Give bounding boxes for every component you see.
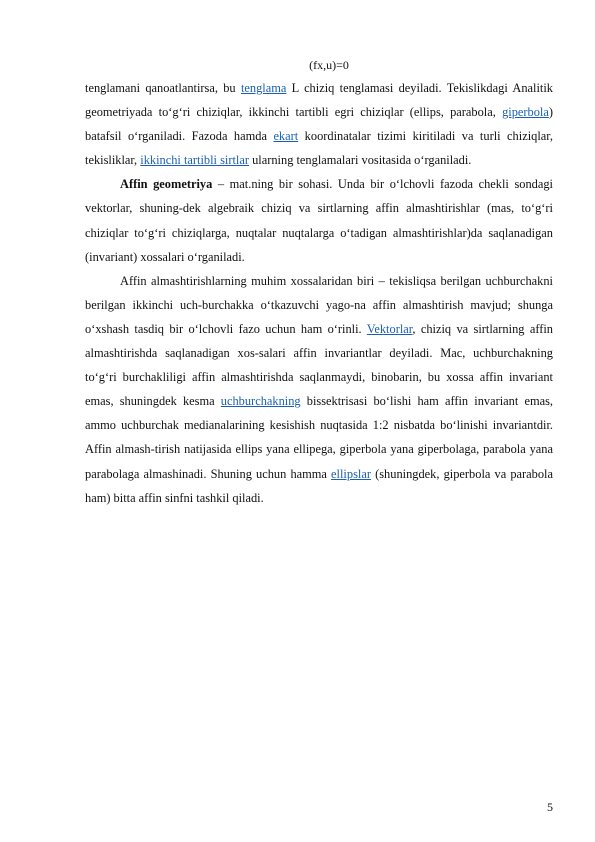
text: – mat.ning bir sohasi. Unda bir o‘lchovli fazoda chekli sondagi vektorlar, shuning-dek algebraik chiziq va sirtlarning affin almashtirishlar (mas, to‘g‘ri chiziqlar to‘g‘ri chiziqlarga, nuqtalar nuqtalarga o‘tadigan almashtirishlar)da saqlanadigan (invariant) xossalari o‘rganiladi. xyxy=(85,177,554,264)
text: ularning tenglamalari vositasida o‘rganiladi. xyxy=(249,153,472,168)
link-ekart[interactable]: ekart xyxy=(273,129,299,144)
text: L chiziq tenglamasi deyiladi. Tekislikdagi Analitik geometriyada to‘g‘ri chiziqlar, ikkinchi tartibli egri chiziqlar (ellips, parabola, xyxy=(85,81,553,120)
paragraph-2 xyxy=(85,172,553,268)
paragraph-3 xyxy=(85,269,553,510)
link-tenglama[interactable]: tenglama xyxy=(240,81,287,95)
text: koordinatalar tizimi kiritiladi va turli chiziqlar, tekisliklar, xyxy=(85,129,553,168)
link-giperbola[interactable]: giperbola xyxy=(502,105,549,120)
paragraph-1 xyxy=(85,76,553,172)
page-number: 5 xyxy=(547,800,553,814)
text: ) batafsil o‘rganiladi. Fazoda hamda xyxy=(85,105,553,144)
link-uchburchakning[interactable]: uchburchakning xyxy=(220,394,301,409)
text: (shuningdek, giperbola va parabola ham) bitta affin sinfni tashkil qiladi. xyxy=(85,466,553,505)
text: , chiziq va sirtlarning affin almashtirishda saqlanadigan xos-salari affin invariantlar deyiladi. Mac, uchburchakning to‘g‘ri burchakliligi affin almashtirishda saqlanmaydi, binobarin, bu xossa affin invariant emas, shuningdek kesma xyxy=(85,321,553,409)
link-vektorlar[interactable]: Vektorlar xyxy=(366,321,413,336)
link-ikkinchi-tartibli-sirtlar[interactable]: ikkinchi tartibli sirtlar xyxy=(140,153,249,168)
text: Affin almashtirishlarning muhim xossalaridan biri – tekisliqsa berilgan uchburchakni berilgan ikkinchi uch-burchakka o‘tkazuvchi yago-na affin almashtirish mavjud; shunga o‘xshash tasdiq bir o‘lchovli fazo uchun ham o‘rinli. xyxy=(85,273,553,336)
document-body xyxy=(85,76,553,510)
term-affin-geometriya: Affin geometriya xyxy=(120,177,213,192)
link-ellipslar[interactable]: ellipslar xyxy=(331,466,371,481)
text: tenglamani qanoatlantirsa, bu xyxy=(85,81,241,95)
formula: (fx,u)=0 xyxy=(309,58,349,72)
text: bissektrisasi bo‘lishi ham affin invariant emas, ammo uchburchak medianalarining kesishish nuqtasida 1:2 nisbatda bo‘linishi invariantdir. Affin almash-tirish natijasida ellips yana ellipega, giperbola yana giperbolaga, parabola yana parabolaga almashinadi. Shuning uchun hamma xyxy=(85,394,553,481)
